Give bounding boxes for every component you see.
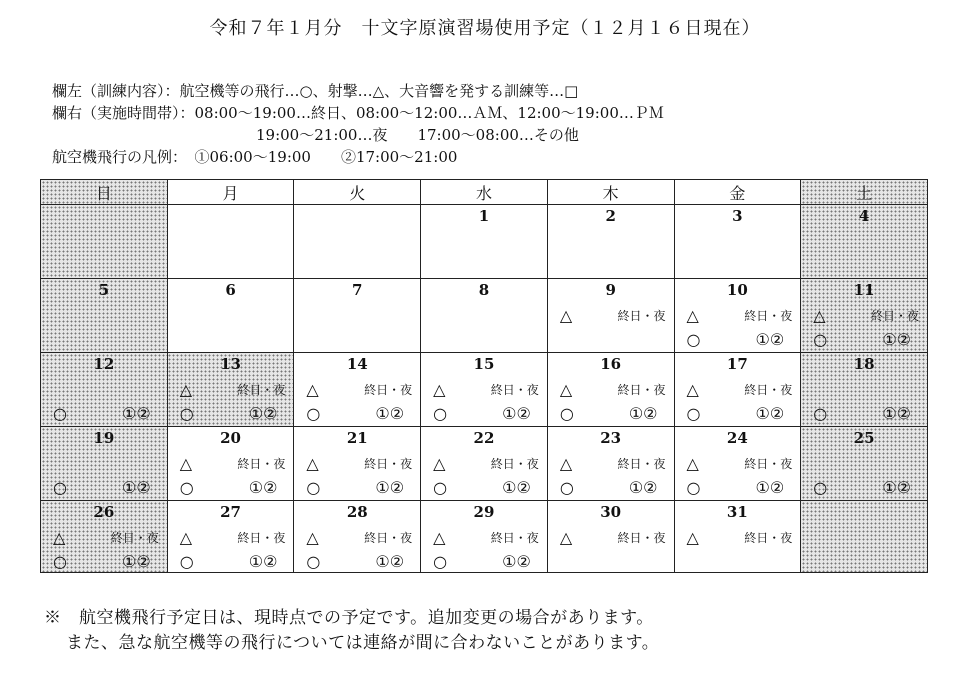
- day-cell: [421, 353, 548, 427]
- flight-mark: ○: [813, 330, 828, 349]
- day-cell: [547, 353, 674, 427]
- day-number: 8: [478, 281, 490, 299]
- time-slot-label: 終日・夜: [490, 383, 539, 397]
- shooting-mark: △: [559, 380, 573, 399]
- time-slot-label: 終日・夜: [617, 457, 666, 471]
- time-slot-label: 終日・夜: [237, 531, 286, 545]
- shooting-mark: △: [179, 528, 193, 547]
- shooting-mark: △: [179, 380, 193, 399]
- flight-mark: ○: [686, 404, 701, 423]
- week-row: [41, 205, 928, 279]
- day-number: 11: [853, 281, 875, 299]
- shooting-mark: △: [559, 306, 573, 325]
- flight-slot-label: ①②: [502, 552, 531, 571]
- day-number: 14: [346, 355, 368, 373]
- shooting-mark: △: [53, 528, 66, 547]
- day-cell: [801, 205, 928, 279]
- day-number: 20: [220, 429, 241, 447]
- shooting-mark: △: [433, 454, 446, 473]
- flight-mark: ○: [686, 478, 701, 497]
- weekday-tue: 火: [294, 180, 421, 205]
- time-slot-label: 終日・夜: [110, 531, 159, 545]
- day-cell: [167, 501, 294, 573]
- flight-mark: ○: [306, 404, 321, 423]
- flight-slot-label: ①②: [375, 478, 405, 497]
- day-number: 12: [93, 355, 115, 373]
- day-number: 10: [726, 281, 748, 299]
- flight-mark: ○: [686, 330, 701, 349]
- flight-slot-label: ①②: [248, 478, 278, 497]
- shooting-mark: △: [433, 380, 446, 399]
- flight-mark: ○: [813, 478, 828, 497]
- legend-training-content: 欄左（訓練内容）：航空機等の飛行…○、射撃…△、大音響を発する訓練等…□: [52, 82, 579, 100]
- day-cell: [294, 353, 421, 427]
- day-cell: [674, 279, 801, 353]
- shooting-mark: △: [306, 380, 319, 399]
- time-slot-label: 終日・夜: [617, 309, 666, 323]
- day-number: 5: [98, 281, 110, 299]
- flight-slot-label: ①②: [755, 404, 785, 423]
- flight-slot-label: ①②: [755, 478, 785, 497]
- legend-time-slot-cont: 19:00～21:00…夜 17:00～08:00…その他: [256, 126, 579, 144]
- flight-slot-label: ①②: [502, 404, 531, 423]
- flight-mark: ○: [306, 478, 321, 497]
- day-cell: [294, 501, 421, 573]
- day-number: 30: [600, 503, 622, 521]
- shooting-mark: △: [306, 528, 319, 547]
- time-slot-label: 終日・夜: [744, 457, 793, 471]
- schedule-calendar: [40, 179, 928, 573]
- day-cell: [801, 501, 928, 573]
- day-cell: [547, 205, 674, 279]
- time-slot-label: 終日・夜: [744, 309, 793, 323]
- day-number: 25: [853, 429, 875, 447]
- day-number: 17: [726, 355, 748, 373]
- day-number: 7: [352, 281, 363, 299]
- day-cell: [294, 427, 421, 501]
- day-number: 1: [478, 207, 490, 225]
- time-slot-label: 終日・夜: [490, 457, 539, 471]
- week-row: [41, 501, 928, 573]
- legend-time-slot: 欄右（実施時間帯）：08:00～19:00…終日、08:00～12:00…ＡＭ、12:00～19:00…ＰＭ: [52, 104, 664, 122]
- flight-mark: ○: [433, 478, 448, 497]
- day-cell: [41, 427, 168, 501]
- day-cell: [41, 353, 168, 427]
- shooting-mark: △: [433, 528, 446, 547]
- day-number: 22: [473, 429, 495, 447]
- weekday-thu: 木: [547, 180, 674, 205]
- time-slot-label: 終日・夜: [237, 457, 286, 471]
- shooting-mark: △: [686, 380, 699, 399]
- day-cell: [167, 353, 294, 427]
- flight-mark: ○: [179, 478, 194, 497]
- shooting-mark: △: [179, 454, 193, 473]
- flight-mark: ○: [53, 552, 67, 571]
- shooting-mark: △: [559, 528, 573, 547]
- shooting-mark: △: [686, 306, 699, 325]
- day-cell: [167, 205, 294, 279]
- day-number: 31: [726, 503, 748, 521]
- time-slot-label: 終日・夜: [870, 309, 919, 323]
- day-cell: [41, 501, 168, 573]
- time-slot-label: 終日・夜: [617, 531, 666, 545]
- day-number: 23: [600, 429, 622, 447]
- day-cell: [801, 353, 928, 427]
- legend: [52, 80, 664, 168]
- weekday-sat: 土: [801, 180, 928, 205]
- weekday-fri: 金: [674, 180, 801, 205]
- flight-slot-label: ①②: [248, 404, 278, 423]
- flight-slot-label: ①②: [882, 478, 911, 497]
- time-slot-label: 終日・夜: [364, 383, 413, 397]
- flight-mark: ○: [433, 552, 448, 571]
- day-cell: [421, 427, 548, 501]
- time-slot-label: 終日・夜: [617, 383, 666, 397]
- time-slot-label: 終日・夜: [364, 457, 413, 471]
- flight-slot-label: ①②: [755, 330, 785, 349]
- day-cell: [674, 353, 801, 427]
- flight-mark: ○: [179, 404, 194, 423]
- day-cell: [547, 279, 674, 353]
- shooting-mark: △: [686, 454, 699, 473]
- day-cell: [421, 205, 548, 279]
- legend-flight: 航空機飛行の凡例： ①06:00～19:00 ②17:00～21:00: [52, 148, 458, 166]
- week-row: [41, 427, 928, 501]
- flight-slot-label: ①②: [628, 478, 658, 497]
- flight-slot-label: ①②: [882, 404, 911, 423]
- day-number: 29: [473, 503, 495, 521]
- weekday-sun: 日: [41, 180, 168, 205]
- week-row: [41, 353, 928, 427]
- flight-mark: ○: [813, 404, 828, 423]
- day-cell: [41, 279, 168, 353]
- flight-slot-label: ①②: [882, 330, 911, 349]
- footnote-line-2: また、急な航空機等の飛行については連絡が間に合わないことがあります。: [66, 633, 660, 653]
- day-cell: [547, 501, 674, 573]
- day-number: 18: [853, 355, 875, 373]
- day-cell: [41, 205, 168, 279]
- flight-slot-label: ①②: [502, 478, 531, 497]
- flight-mark: ○: [179, 552, 194, 571]
- flight-slot-label: ①②: [122, 552, 151, 571]
- day-number: 27: [220, 503, 241, 521]
- day-number: 26: [93, 503, 115, 521]
- shooting-mark: △: [306, 454, 319, 473]
- flight-mark: ○: [433, 404, 448, 423]
- footnote-line-1: ※ 航空機飛行予定日は、現時点での予定です。追加変更の場合があります。: [44, 608, 654, 628]
- flight-slot-label: ①②: [122, 404, 151, 423]
- flight-mark: ○: [53, 478, 67, 497]
- weekday-mon: 月: [167, 180, 294, 205]
- day-number: 2: [605, 207, 616, 225]
- shooting-mark: △: [813, 306, 826, 325]
- day-cell: [547, 427, 674, 501]
- day-number: 4: [858, 207, 870, 225]
- flight-slot-label: ①②: [122, 478, 151, 497]
- shooting-mark: △: [686, 528, 699, 547]
- day-cell: [674, 501, 801, 573]
- flight-mark: ○: [53, 404, 67, 423]
- week-row: [41, 279, 928, 353]
- footnote: [44, 606, 659, 656]
- day-number: 13: [220, 355, 241, 373]
- day-number: 3: [732, 207, 743, 225]
- flight-mark: ○: [559, 404, 574, 423]
- flight-slot-label: ①②: [375, 552, 405, 571]
- shooting-mark: △: [559, 454, 573, 473]
- time-slot-label: 終日・夜: [744, 383, 793, 397]
- day-cell: [801, 427, 928, 501]
- day-cell: [674, 205, 801, 279]
- day-cell: [294, 279, 421, 353]
- time-slot-label: 終日・夜: [364, 531, 413, 545]
- flight-slot-label: ①②: [248, 552, 278, 571]
- day-number: 15: [473, 355, 495, 373]
- time-slot-label: 終日・夜: [237, 383, 286, 397]
- time-slot-label: 終日・夜: [744, 531, 793, 545]
- day-cell: [167, 279, 294, 353]
- day-cell: [294, 205, 421, 279]
- day-cell: [801, 279, 928, 353]
- day-number: 19: [93, 429, 115, 447]
- day-cell: [421, 501, 548, 573]
- time-slot-label: 終日・夜: [490, 531, 539, 545]
- day-number: 24: [726, 429, 748, 447]
- weekday-header-row: [41, 180, 928, 205]
- day-cell: [674, 427, 801, 501]
- flight-mark: ○: [559, 478, 574, 497]
- day-number: 28: [346, 503, 368, 521]
- flight-slot-label: ①②: [628, 404, 658, 423]
- day-number: 6: [225, 281, 236, 299]
- day-cell: [167, 427, 294, 501]
- weekday-wed: 水: [421, 180, 548, 205]
- day-cell: [421, 279, 548, 353]
- day-number: 9: [605, 281, 616, 299]
- flight-slot-label: ①②: [375, 404, 405, 423]
- page-title: 令和７年１月分 十文字原演習場使用予定（１２月１６日現在）: [209, 18, 761, 39]
- day-number: 16: [600, 355, 622, 373]
- day-number: 21: [346, 429, 368, 447]
- flight-mark: ○: [306, 552, 321, 571]
